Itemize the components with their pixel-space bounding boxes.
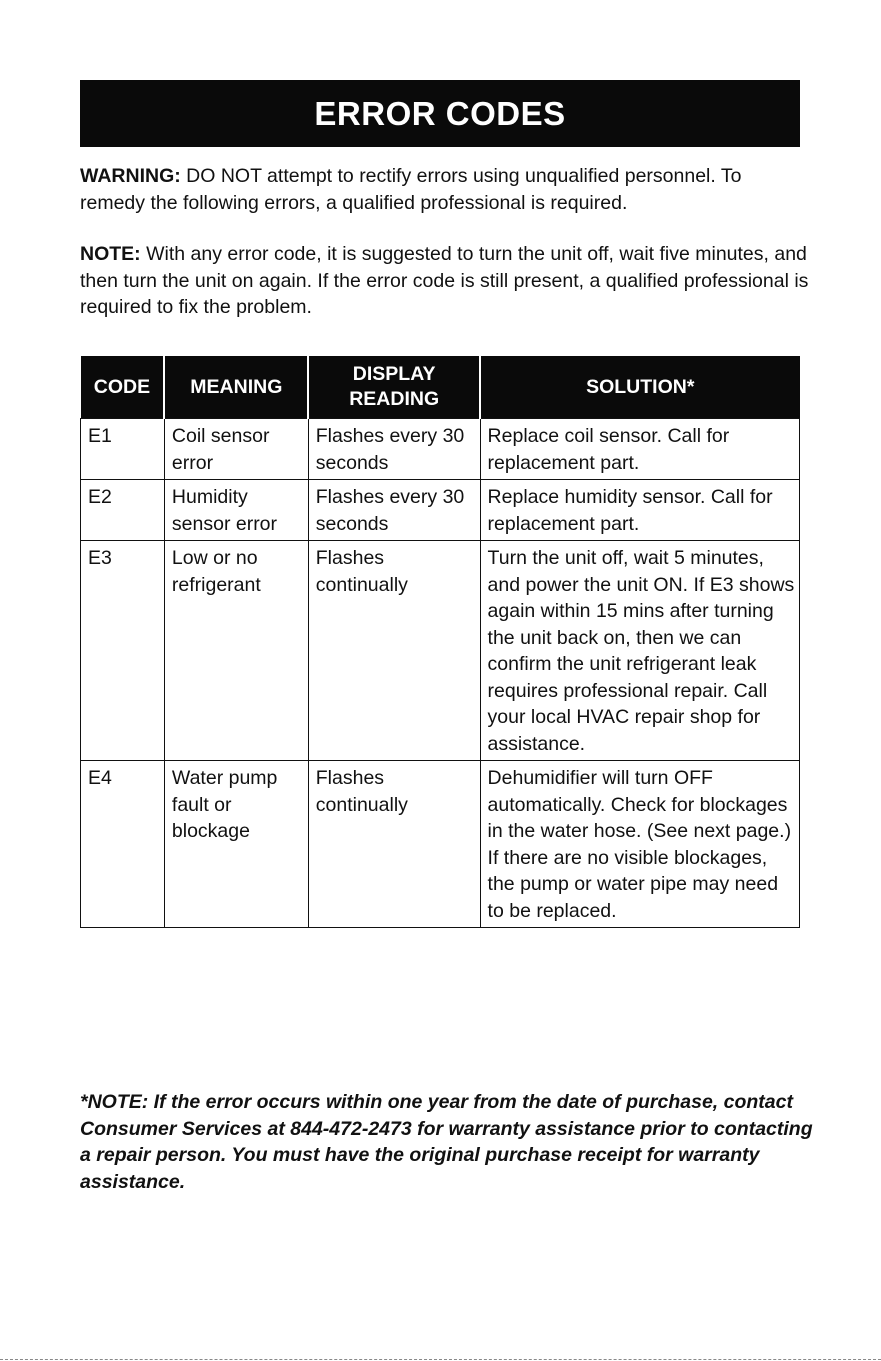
solution-cell: Turn the unit off, wait 5 minutes, and power the unit ON. If E3 shows again within 15 mins after turning the unit back on, then we can confirm the unit refrigerant leak requires professional repair. Call your local HVAC repair shop for assistance. xyxy=(480,541,799,761)
header-code: CODE xyxy=(81,356,165,419)
warning-label: WARNING: xyxy=(80,165,181,187)
note-text: With any error code, it is suggested to turn the unit off, wait five minutes, and then turn the unit on again. If the error code is still present, a qualified professional is required to fix the problem. xyxy=(80,243,809,318)
display-cell: Flashes every 30 seconds xyxy=(308,419,480,480)
code-cell: E3 xyxy=(81,541,165,761)
page-bottom-rule xyxy=(0,1359,881,1360)
table-row xyxy=(81,761,800,928)
meaning-cell: Low or no refrigerant xyxy=(164,541,308,761)
warning-text: DO NOT attempt to rectify errors using unqualified personnel. To remedy the following errors, a qualified professional is required. xyxy=(80,165,742,214)
header-meaning: MEANING xyxy=(164,356,308,419)
meaning-cell: Water pump fault or blockage xyxy=(164,761,308,928)
meaning-cell: Coil sensor error xyxy=(164,419,308,480)
solution-cell: Replace coil sensor. Call for replacement part. xyxy=(480,419,799,480)
error-codes-table xyxy=(80,356,800,928)
table-header-row xyxy=(81,356,800,419)
header-solution: SOLUTION* xyxy=(480,356,799,419)
header-display-line2: READING xyxy=(349,388,440,410)
display-cell: Flashes every 30 seconds xyxy=(308,480,480,541)
page-title: ERROR CODES xyxy=(80,80,800,147)
code-cell: E4 xyxy=(81,761,165,928)
table-row xyxy=(81,419,800,480)
note-label: NOTE: xyxy=(80,243,141,265)
table-row xyxy=(81,541,800,761)
display-cell: Flashes continually xyxy=(308,761,480,928)
warning-paragraph xyxy=(80,163,810,216)
solution-cell: Replace humidity sensor. Call for replacement part. xyxy=(480,480,799,541)
meaning-cell: Humidity sensor error xyxy=(164,480,308,541)
note-paragraph xyxy=(80,241,810,321)
header-display-reading xyxy=(308,356,480,419)
code-cell: E2 xyxy=(81,480,165,541)
code-cell: E1 xyxy=(81,419,165,480)
display-cell: Flashes continually xyxy=(308,541,480,761)
warranty-footnote: *NOTE: If the error occurs within one year from the date of purchase, contact Consumer Services at 844-472-2473 for warranty assistance prior to contacting a repair person. You must have the original purchase receipt for warranty assistance. xyxy=(80,1091,813,1193)
header-display-line1: DISPLAY xyxy=(352,363,436,385)
table-row xyxy=(81,480,800,541)
solution-cell: Dehumidifier will turn OFF automatically. Check for blockages in the water hose. (See next page.) If there are no visible blockages, the pump or water pipe may need to be replaced. xyxy=(480,761,799,928)
